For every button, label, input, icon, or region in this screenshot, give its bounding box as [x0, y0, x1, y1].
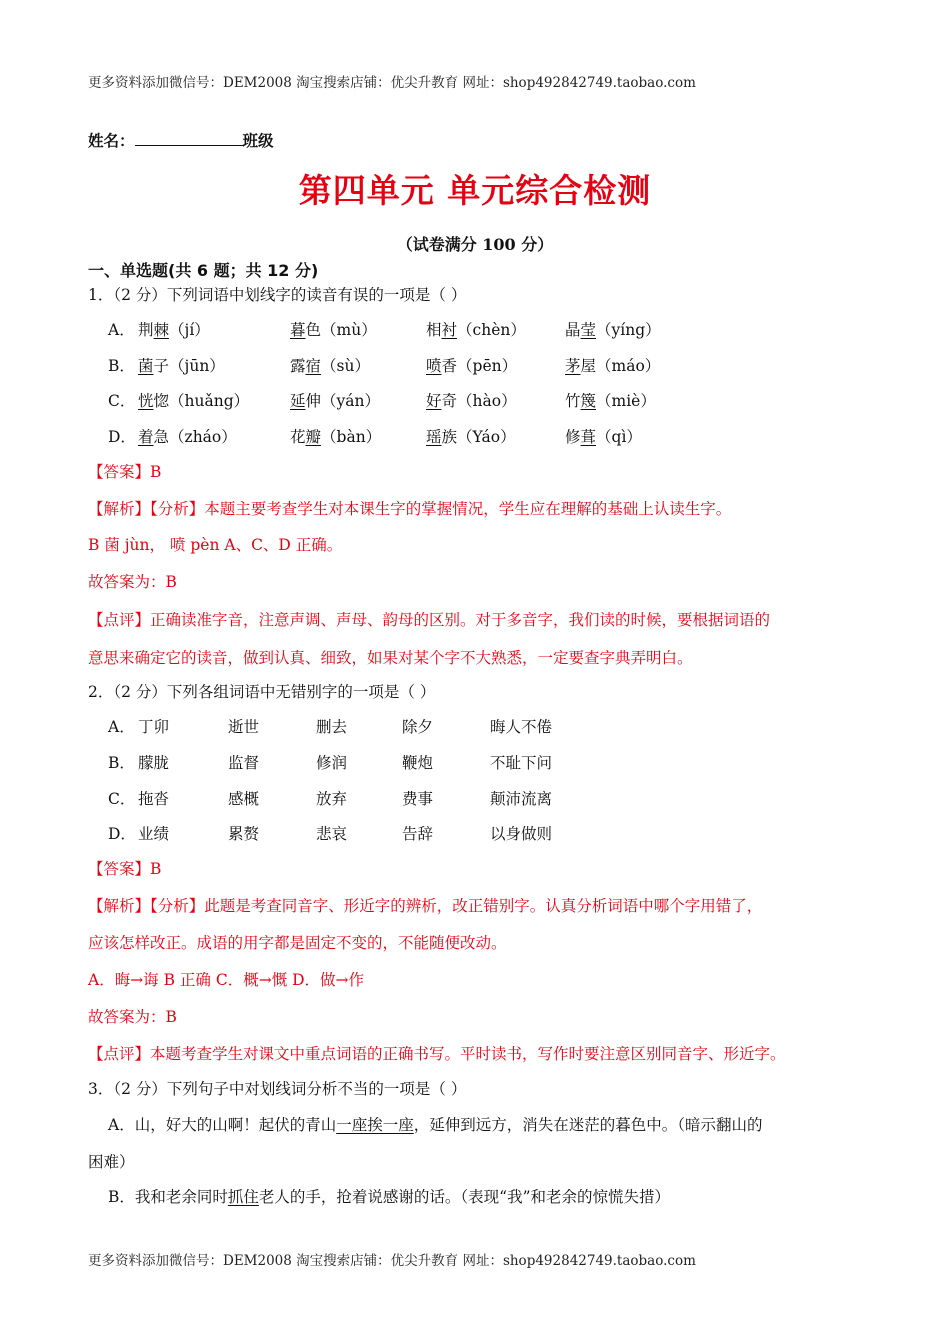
q1-analysis: 【解析】【分析】本题主要考查学生对本课生字的掌握情况，学生应在理解的基础上认读生字。 — [88, 500, 732, 518]
q3-option-b-underlined: 抓住 — [227, 1188, 259, 1206]
underlined-char: 葺 — [580, 428, 597, 446]
pinyin: （máo） — [596, 357, 661, 375]
q2-option-label: A． — [108, 718, 135, 736]
q1-conclusion: 故答案为：B — [88, 573, 177, 591]
underlined-char: 好 — [426, 392, 442, 410]
word-prefix: 晶 — [565, 321, 581, 339]
word-prefix: 露 — [290, 357, 306, 375]
word-suffix: 族 — [441, 428, 458, 446]
q2-option-word: 鞭炮 — [402, 754, 434, 772]
q1-option-word — [138, 318, 210, 340]
underlined-char: 着 — [138, 428, 154, 446]
underlined-char: 棘 — [153, 321, 170, 339]
pinyin: （chèn） — [457, 321, 526, 339]
q2-option-word: 丁卯 — [138, 718, 170, 736]
q1-option-word — [565, 354, 660, 376]
word-suffix: 伸 — [305, 392, 322, 410]
underlined-char: 宿 — [305, 357, 322, 375]
section-heading: 一、单选题(共 6 题；共 12 分) — [88, 261, 319, 280]
word-suffix: 香 — [441, 357, 458, 375]
underlined-char: 瓣 — [305, 428, 322, 446]
q2-option-word: 悲哀 — [316, 825, 348, 843]
pinyin: （Yáo） — [457, 428, 516, 446]
q1-option-word — [426, 425, 516, 447]
q2-option-word: 告辞 — [402, 825, 434, 843]
q2-option-word: 逝世 — [228, 718, 260, 736]
underlined-char: 菌 — [138, 357, 154, 375]
page-title: 第四单元 单元综合检测 — [298, 171, 652, 210]
underlined-char: 茅 — [565, 357, 581, 375]
q1-option-word — [426, 389, 517, 411]
q2-option-word: 放弃 — [316, 790, 348, 808]
q1-option-label: B． — [108, 357, 135, 375]
q2-option-word: 拖沓 — [138, 790, 170, 808]
name-label: 姓名： — [88, 132, 135, 150]
question-1-stem: 1．（2 分）下列词语中划线字的读音有误的一项是（ ） — [88, 286, 467, 304]
q2-option-word: 监督 — [228, 754, 260, 772]
q2-analysis-line1: 【解析】【分析】此题是考查同音字、形近字的辨析，改正错别字。认真分析词语中哪个字用错了， — [88, 897, 763, 915]
q1-option-word — [138, 425, 237, 447]
q3-option-a — [108, 1113, 762, 1135]
q2-option-word: 颠沛流离 — [490, 790, 553, 808]
q2-option-word: 以身做则 — [490, 825, 553, 843]
q2-option-word: 业绩 — [138, 825, 170, 843]
q2-option-label: B． — [108, 754, 135, 772]
word-prefix: 竹 — [565, 392, 581, 410]
pinyin: （bàn） — [321, 428, 382, 446]
q3-option-b — [108, 1185, 670, 1207]
q2-option-word: 修润 — [316, 754, 348, 772]
q1-detail: B 菌 jùn， 喷 pèn A、C、D 正确。 — [88, 536, 343, 554]
q3-option-a-continuation: 困难） — [88, 1153, 135, 1171]
underlined-char: 篾 — [580, 392, 597, 410]
word-prefix: 修 — [565, 428, 581, 446]
word-suffix: 急 — [153, 428, 170, 446]
q1-option-word — [290, 318, 377, 340]
q2-option-word: 累赘 — [228, 825, 260, 843]
q1-option-word — [426, 354, 517, 376]
q2-analysis-line2: 应该怎样改正。成语的用字都是固定不变的，不能随便改动。 — [88, 934, 507, 952]
q1-option-word — [290, 389, 380, 411]
q1-option-word — [138, 389, 249, 411]
q3-option-b-text: B．我和老余同时 — [108, 1188, 228, 1206]
q1-option-word — [290, 425, 381, 447]
class-label: 班级 — [242, 132, 274, 150]
name-class-line — [88, 129, 274, 151]
q1-option-word — [138, 354, 225, 376]
q3-option-b-note: 老人的手，抢着说感谢的话。（表现“我”和老余的惊慌失措） — [258, 1188, 671, 1206]
q2-answer: 【答案】B — [88, 860, 162, 878]
q2-option-word: 除夕 — [402, 718, 434, 736]
word-suffix: 色 — [305, 321, 322, 339]
q3-option-a-note: ，延伸到远方，消失在迷茫的暮色中。（暗示翻山的 — [413, 1116, 763, 1134]
word-suffix: 奇 — [441, 392, 458, 410]
q2-option-word: 感概 — [228, 790, 260, 808]
header-note: 更多资料添加微信号：DEM2008 淘宝搜索店铺：优尖升教育 网址：shop492842749.taobao.com — [88, 75, 696, 91]
pinyin: （miè） — [596, 392, 656, 410]
pinyin: （yán） — [321, 392, 381, 410]
q2-detail: A．晦→诲 B 正确 C．概→慨 D．做→作 — [88, 971, 365, 989]
q1-option-word — [426, 318, 526, 340]
question-3-stem: 3．（2 分）下列句子中对划线词分析不当的一项是（ ） — [88, 1080, 467, 1098]
pinyin: （mù） — [321, 321, 377, 339]
q3-option-a-underlined: 一座挨一座 — [336, 1116, 414, 1134]
underlined-char: 暮 — [290, 321, 306, 339]
word-prefix: 相 — [426, 321, 442, 339]
q2-option-word: 不耻下问 — [490, 754, 553, 772]
word-suffix: 惚 — [153, 392, 170, 410]
question-2-stem: 2．（2 分）下列各组词语中无错别字的一项是（ ） — [88, 683, 436, 701]
q2-conclusion: 故答案为：B — [88, 1008, 177, 1026]
q1-option-word — [565, 318, 661, 340]
q1-option-label: C． — [108, 392, 136, 410]
underlined-char: 衬 — [441, 321, 458, 339]
footer-note: 更多资料添加微信号：DEM2008 淘宝搜索店铺：优尖升教育 网址：shop492842749.taobao.com — [88, 1253, 696, 1269]
q1-option-label: D． — [108, 428, 136, 446]
q2-option-word: 晦人不倦 — [490, 718, 553, 736]
word-prefix: 花 — [290, 428, 306, 446]
q2-option-word: 费事 — [402, 790, 434, 808]
underlined-char: 喷 — [426, 357, 442, 375]
q1-option-word — [565, 425, 642, 447]
q2-option-word: 朦胧 — [138, 754, 170, 772]
word-prefix: 荆 — [138, 321, 154, 339]
q2-comment: 【点评】本题考查学生对课文中重点词语的正确书写。平时读书，写作时要注意区别同音字、形近字。 — [88, 1045, 786, 1063]
pinyin: （qì） — [596, 428, 642, 446]
pinyin: （zháo） — [169, 428, 237, 446]
pinyin: （pēn） — [457, 357, 518, 375]
underlined-char: 瑶 — [426, 428, 442, 446]
q2-option-word: 删去 — [316, 718, 348, 736]
pinyin: （jí） — [169, 321, 210, 339]
q1-option-label: A． — [108, 321, 135, 339]
word-suffix: 屋 — [580, 357, 597, 375]
q1-comment-line2: 意思来确定它的读音，做到认真、细致，如果对某个字不大熟悉，一定要查字典弄明白。 — [88, 649, 693, 667]
q1-option-word — [565, 389, 656, 411]
q1-comment-line1: 【点评】正确读准字音，注意声调、声母、韵母的区别。对于多音字，我们读的时候，要根据词语的 — [88, 611, 771, 629]
pinyin: （yíng） — [596, 321, 661, 339]
pinyin: （huǎng） — [169, 392, 250, 410]
q3-option-a-text: A．山，好大的山啊！起伏的青山 — [108, 1116, 337, 1134]
q2-option-label: C． — [108, 790, 136, 808]
page-subtitle: （试卷满分 100 分） — [396, 235, 554, 254]
underlined-char: 延 — [290, 392, 306, 410]
q2-option-label: D． — [108, 825, 136, 843]
pinyin: （sù） — [321, 357, 370, 375]
pinyin: （jūn） — [169, 357, 225, 375]
pinyin: （hào） — [457, 392, 517, 410]
underlined-char: 莹 — [580, 321, 597, 339]
word-suffix: 子 — [153, 357, 170, 375]
name-blank[interactable] — [135, 131, 243, 146]
q1-option-word — [290, 354, 370, 376]
underlined-char: 恍 — [138, 392, 154, 410]
q1-answer: 【答案】B — [88, 463, 162, 481]
